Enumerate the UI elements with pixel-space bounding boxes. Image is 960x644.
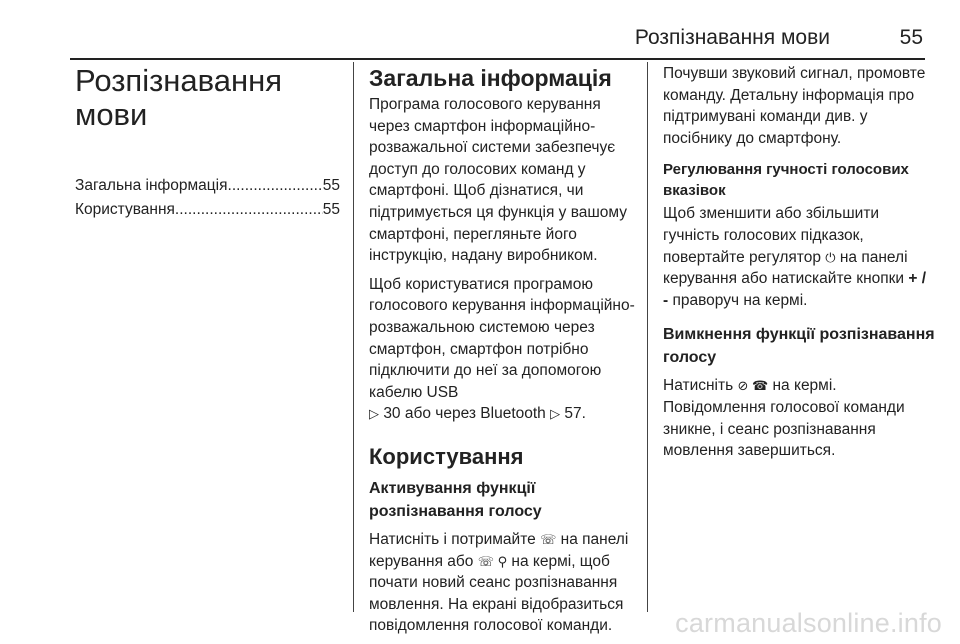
paragraph-disable bbox=[663, 375, 935, 397]
toc-leader bbox=[175, 198, 323, 222]
mute-end-icon: ⊘ ☎ bbox=[737, 378, 769, 394]
column-divider-left bbox=[353, 62, 354, 612]
page-header bbox=[70, 26, 925, 60]
toc-page: 55 bbox=[322, 201, 340, 218]
subheading-volume: Регулювання гучності голосових вказівок bbox=[663, 161, 909, 200]
activate-text-2: на панелі керування або bbox=[369, 530, 629, 570]
toc-item-usage[interactable] bbox=[75, 198, 340, 222]
activate-text-3: на кермі, щоб почати новий сеанс розпізнавання мовлення. На екрані відобразиться повідомлення голосової команди. bbox=[369, 552, 624, 635]
subheading-activate: Активування функції розпізнавання голосу bbox=[369, 479, 542, 520]
header-title: Розпізнавання мови bbox=[634, 26, 830, 49]
disable-text-2: на кермі. bbox=[772, 377, 837, 395]
volume-text-1: Щоб зменшити або збільшити гучність голосових підказок, повертайте регулятор bbox=[663, 205, 880, 266]
page-ref-bluetooth[interactable]: 57. bbox=[564, 405, 586, 423]
power-knob-icon: ⏻ bbox=[825, 249, 836, 265]
chapter-title bbox=[75, 64, 340, 132]
disable-text-1: Натисніть bbox=[663, 377, 734, 395]
chapter-title-line1: Розпізнавання bbox=[75, 63, 283, 98]
page-ref-usb[interactable]: 30 або через Bluetooth bbox=[383, 405, 546, 423]
volume-text-2: на панелі керування або натискайте кнопки bbox=[663, 248, 908, 288]
column-1 bbox=[75, 63, 340, 222]
header-rule bbox=[70, 58, 925, 60]
table-of-contents bbox=[75, 174, 340, 222]
toc-item-general[interactable] bbox=[75, 174, 340, 198]
section-heading-general: Загальна інформація bbox=[369, 65, 612, 91]
column-divider-right bbox=[647, 62, 648, 612]
page-number: 55 bbox=[899, 26, 923, 49]
section-heading-usage: Користування bbox=[369, 443, 524, 469]
paragraph-intro: Програма голосового керування через смартфон інформаційно-розважальної системи забезпечує доступ до голосових команд у смартфоні. Щоб дізнатися, чи підтримується ця функція у вашому смартфоні, перегляньте його інструкцію, надану виробником. bbox=[369, 96, 628, 265]
paragraph-volume bbox=[663, 203, 935, 311]
toc-leader bbox=[228, 174, 323, 198]
page-ref-arrow-icon: ▷ bbox=[550, 406, 561, 422]
column-3 bbox=[663, 63, 935, 469]
watermark-text: carmanualsonline.info bbox=[675, 608, 942, 638]
volume-text-3: праворуч на кермі. bbox=[672, 291, 808, 309]
paragraph-usb bbox=[369, 274, 639, 425]
page-ref-arrow-icon: ▷ bbox=[369, 406, 379, 422]
toc-label: Загальна інформація bbox=[75, 177, 228, 194]
paragraph-disable-result: Повідомлення голосової команди зникне, і сеанс розпізнавання мовлення завершиться. bbox=[663, 398, 905, 460]
paragraph-after-beep: Почувши звуковий сигнал, промовте команду. Детальну інформація про підтримувані команди див. у посібнику до смартфону. bbox=[663, 65, 926, 147]
steering-voice-icon: ☏ ⚲ bbox=[477, 553, 508, 569]
volume-keys: + / - bbox=[663, 270, 927, 309]
column-2 bbox=[369, 63, 639, 644]
paragraph-activate bbox=[369, 529, 639, 637]
chapter-title-line2: мови bbox=[75, 97, 148, 132]
paragraph-usb-text: Щоб користуватися програмою голосового керування інформаційно-розважальною системою через смартфон, смартфон потрібно підключити до неї за допомогою кабелю USB bbox=[369, 275, 635, 401]
phone-icon: ☏ bbox=[540, 531, 557, 547]
subheading-disable: Вимкнення функції розпізнавання голосу bbox=[663, 326, 935, 367]
toc-label: Користування bbox=[75, 201, 175, 218]
activate-text-1: Натисніть і потримайте bbox=[369, 530, 536, 548]
toc-page: 55 bbox=[322, 177, 340, 194]
